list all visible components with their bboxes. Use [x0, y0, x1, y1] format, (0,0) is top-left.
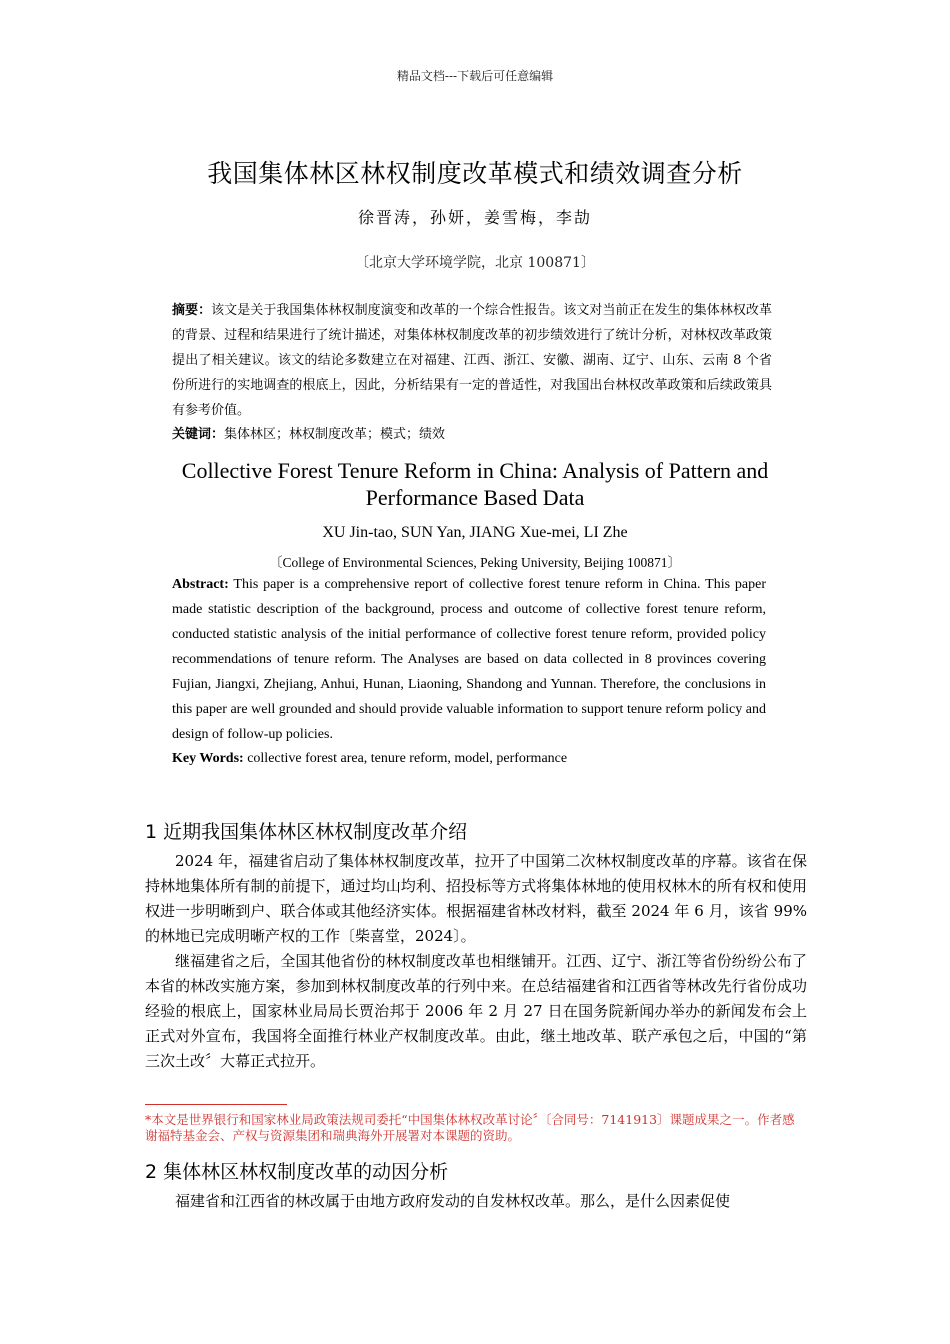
english-keywords — [172, 746, 772, 771]
chinese-keywords-text: 集体林区；林权制度改革；模式；绩效 — [224, 427, 446, 442]
english-abstract-label: Abstract: — [172, 577, 229, 592]
section-1-paragraph-1: 2024 年，福建省启动了集体林权制度改革，拉开了中国第二次林权制度改革的序幕。该省在保持林地集体所有制的前提下，通过均山均利、招投标等方式将集体林地的使用权林木的所有权和使用权进一步明晰到户、联合体或其他经济实体。根据福建省林改材料，截至 2024 年 6 月，该省 99%的林地已完成明晰产权的工作〔柴喜堂，2024〕。 — [145, 852, 807, 945]
section-1-paragraph-2: 继福建省之后，全国其他省份的林权制度改革也相继铺开。江西、辽宁、浙江等省份纷纷公布了本省的林改实施方案，参加到林权制度改革的行列中来。在总结福建省和江西省等林改先行省份成功经验的根底上，国家林业局局长贾治邦于 2006 年 2 月 27 日在国务院新闻办举办的新闻发布会上正式对外宣布，我国将全面推行林业产权制度改革。由此，继土地改革、联产承包之后，中国的“第三次土改〞大幕正式拉开。 — [145, 952, 807, 1070]
footnote: *本文是世界银行和国家林业局政策法规司委托“中国集体林权改革讨论〞〔合同号：7141913〕课题成果之一。作者感谢福特基金会、产权与资源集团和瑞典海外开展署对本课题的资助。 — [145, 1112, 795, 1143]
chinese-abstract-text: 该文是关于我国集体林权制度演变和改革的一个综合性报告。该文对当前正在发生的集体林权改革的背景、过程和结果进行了统计描述，对集体林权制度改革的初步绩效进行了统计分析，对林权改革政策提出了相关建议。该文的结论多数建立在对福建、江西、浙江、安徽、湖南、辽宁、山东、云南 8 个省份所进行的实地调查的根底上，因此，分析结果有一定的普适性，对我国出台林权改革政策和后续政策具有参考价值。 — [172, 303, 772, 418]
english-authors: XU Jin-tao, SUN Yan, JIANG Xue-mei, LI Zhe — [322, 524, 628, 541]
english-affiliation: 〔College of Environmental Sciences, Peking University, Beijing 100871〕 — [269, 555, 681, 570]
section-2-heading: 2 集体林区林权制度改革的动因分析 — [145, 1161, 449, 1183]
section-2-paragraph-1: 福建省和江西省的林改属于由地方政府发动的自发林权改革。那么，是什么因素促使 — [175, 1192, 731, 1210]
footnote-divider — [145, 1104, 287, 1105]
chinese-keywords-label: 关键词： — [172, 427, 225, 442]
section-2-body — [145, 1189, 807, 1214]
chinese-abstract — [172, 298, 772, 423]
section-1-heading: 1 近期我国集体林区林权制度改革介绍 — [145, 821, 468, 843]
chinese-abstract-label: 摘要： — [172, 303, 212, 318]
english-keywords-label: Key Words: — [172, 751, 244, 766]
chinese-authors: 徐晋涛，孙妍，姜雪梅，李劼 — [357, 208, 592, 227]
section-1-body — [145, 849, 807, 1074]
header-note: 精品文档---下载后可任意编辑 — [396, 69, 554, 83]
english-abstract — [172, 572, 766, 747]
chinese-title: 我国集体林区林权制度改革模式和绩效调查分析 — [207, 159, 743, 188]
english-title: Collective Forest Tenure Reform in China: Analysis of Pattern and Performance Based Data — [181, 458, 769, 510]
english-keywords-text: collective forest area, tenure reform, model, performance — [247, 751, 568, 766]
english-abstract-text: This paper is a comprehensive report of collective forest tenure reform in China. This paper made statistic description of the background, process and outcome of collective forest tenure reform, conducted statistic analysis of the initial performance of collective forest tenure reform, provided policy recommendations of tenure reform. The Analyses are based on data collected in 8 provinces covering Fujian, Jiangxi, Zhejiang, Anhui, Hunan, Liaoning, Shandong and Yunnan. Therefore, the conclusions in this paper are well grounded and should provide valuable information to support tenure reform policy and design of follow-up policies. — [172, 577, 766, 742]
chinese-keywords — [172, 422, 772, 447]
chinese-affiliation: 〔北京大学环境学院，北京 100871〕 — [355, 255, 595, 271]
